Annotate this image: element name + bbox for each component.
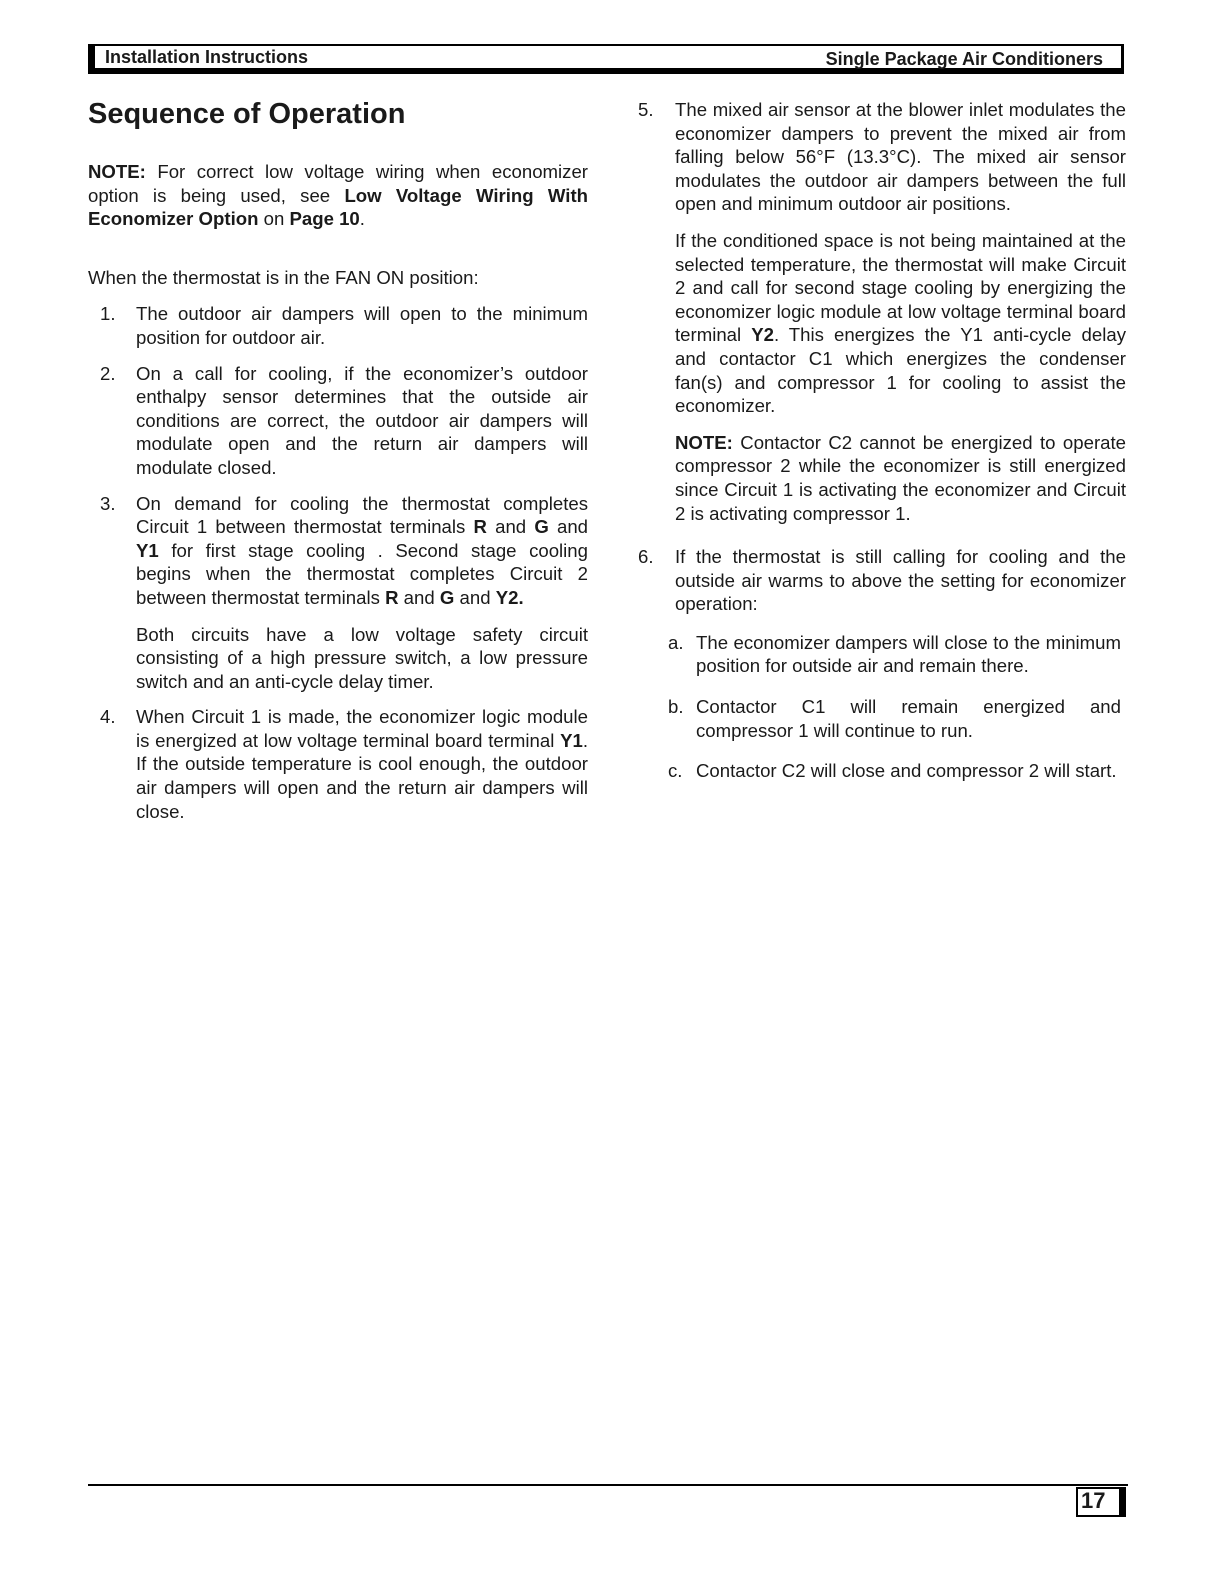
sub-list-item [638,759,1121,783]
section-title: Sequence of Operation [88,98,406,130]
list-item-paragraph [675,229,1126,418]
note-label: NOTE: [675,431,733,453]
list-item [88,362,588,480]
list-item-paragraph: Both circuits have a low voltage safety circuit consisting of a high pressure switch, a low pressure switch and an anti-cycle delay timer. [136,623,588,692]
note-page-reference: Page 10 [289,208,360,230]
text-run: and [454,586,496,608]
list-item-number: 1. [100,303,116,325]
list-item [88,302,588,349]
note-text-2: on [258,208,290,230]
text-run: and [548,516,588,538]
terminal-label: G [439,586,455,608]
right-column [638,98,1126,783]
terminal-label: G [534,516,549,538]
list-item [88,705,588,823]
sub-list-item [638,631,1121,678]
list-item-text: The outdoor air dampers will open to the minimum position for outdoor air. [136,303,588,348]
sub-list-item-text: Contactor C2 will close and compressor 2 will start. [696,760,1117,782]
sub-list-item-text: The economizer dampers will close to the minimum position for outside air and remain there. [696,631,1121,677]
note-reference: Low Voltage Wiring With Economizer Option [88,184,588,230]
text-run: If the conditioned space is not being maintained at the selected temperature, the thermostat will make Circuit 2 and call for second stage cooling by energizing the economizer logic module at low voltage terminal board terminal [675,229,1126,346]
footer-rule [88,1484,1128,1486]
list-item-number: 3. [100,492,116,514]
text-run: and [398,586,440,608]
list-item-number: 4. [100,706,116,728]
page-header [88,44,1124,74]
text-run: . If the outside temperature is cool enough, the outdoor air dampers will open and the return air dampers will close. [136,729,588,822]
list-item-note [675,431,1126,525]
list-item-number: 6. [638,546,654,568]
left-column [88,96,588,835]
terminal-label: Y1 [136,539,159,561]
note-text-1: For correct low voltage wiring when economizer option is being used, see [88,161,588,206]
terminal-label: Y2 [751,324,774,346]
list-item [638,545,1126,616]
text-run: and [486,516,535,538]
list-item-number: 2. [100,362,116,384]
list-item-text: If the thermostat is still calling for cooling and the outside air warms to above the setting for economizer operation: [675,546,1126,615]
list-item-text: The mixed air sensor at the blower inlet modulates the economizer dampers to prevent the mixed air from falling below 56°F (13.3°C). The mixed air sensor modulates the outdoor air dampers between the full open and minimum outdoor air positions. [675,99,1126,215]
terminal-label: R [473,516,487,538]
text-run: When Circuit 1 is made, the economizer logic module is energized at low voltage terminal board terminal [136,706,588,751]
sub-list-item-text: Contactor C1 will remain energized and compressor 1 will continue to run. [696,696,1121,741]
page-number: 17 [1076,1487,1126,1517]
text-run: Contactor C2 cannot be energized to operate compressor 2 while the economizer is still energized since Circuit 1 is activating the economizer and Circuit 2 is activating compressor 1. [675,431,1126,524]
header-right-title: Single Package Air Conditioners [825,49,1103,69]
terminal-label: R [385,586,399,608]
header-left-title: Installation Instructions [105,47,309,67]
list-item [638,98,1126,525]
sub-list-item-letter: b. [668,696,684,718]
terminal-label: Y1 [560,729,583,751]
note-text-3: . [359,208,365,230]
sub-list-item-letter: a. [668,631,684,653]
sub-list-item [638,695,1121,742]
list-item-text [136,492,588,610]
list-item [88,492,588,694]
text-run: . This energizes the Y1 anti-cycle delay and contactor C1 which energizes the condenser fan(s) and compressor 1 for cooling to assist the economizer. [675,324,1126,417]
list-item-text: On a call for cooling, if the economizer’s outdoor enthalpy sensor determines that the outside air conditions are correct, the outdoor air dampers will modulate open and the return air dampers will modulate closed. [136,362,588,478]
text-run: On demand for cooling the thermostat completes Circuit 1 between thermostat terminals [136,492,588,538]
sub-list-item-letter: c. [668,760,683,782]
lead-text: When the thermostat is in the FAN ON position: [88,266,479,288]
terminal-label: Y2. [495,586,524,608]
note-label: NOTE: [88,161,146,182]
list-item-number: 5. [638,99,654,120]
intro-note [88,160,588,231]
text-run: for first stage cooling . Second stage cooling begins when the thermostat completes Circuit 2 between thermostat terminals [136,539,588,608]
list-item-text [136,705,588,823]
